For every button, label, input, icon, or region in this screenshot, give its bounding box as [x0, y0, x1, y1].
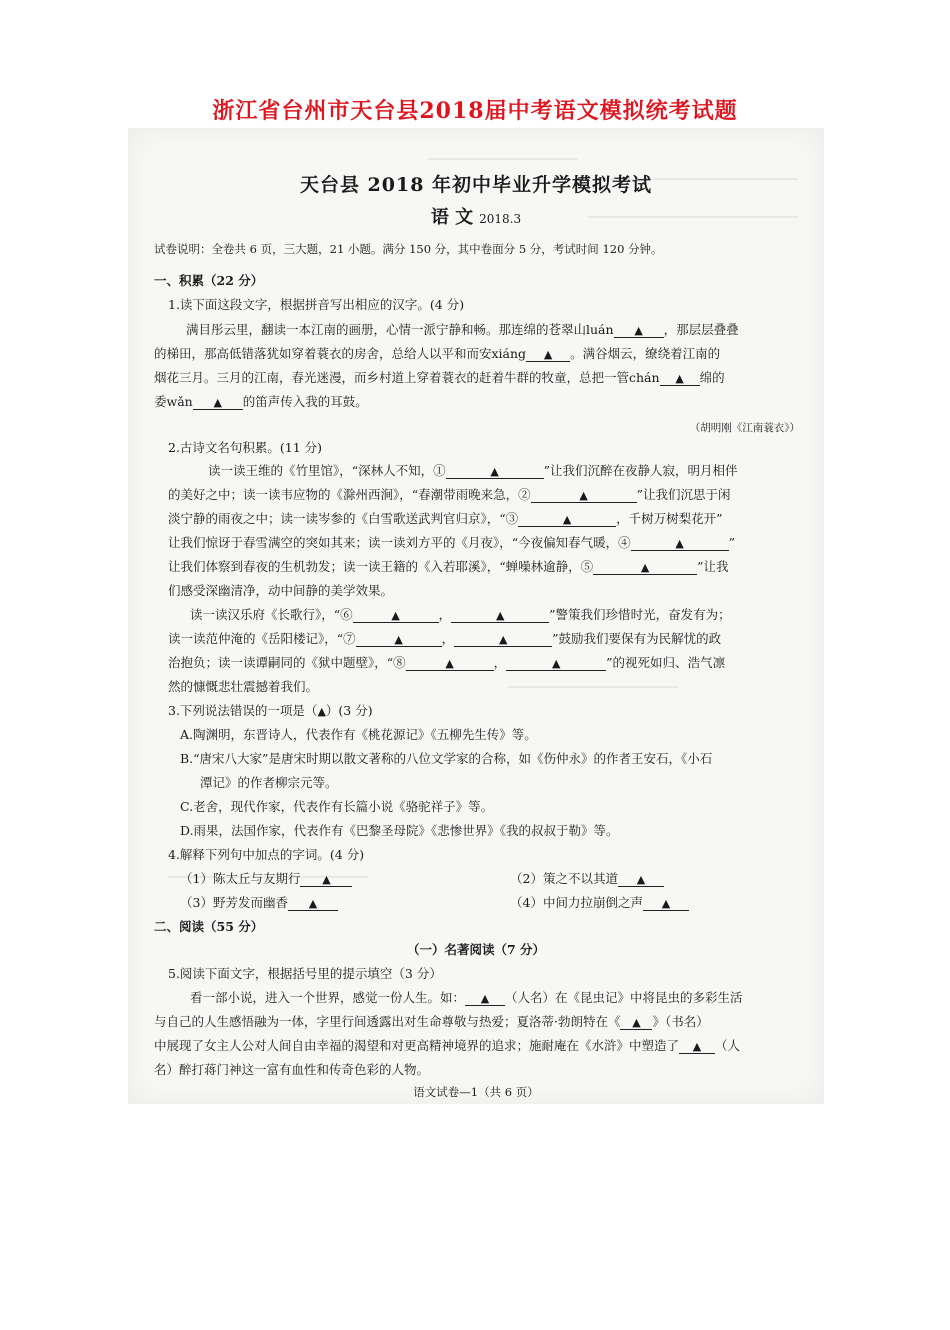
exam-date: 2018.3: [479, 212, 522, 226]
q1-text: ，那层层叠叠: [663, 322, 739, 337]
answer-blank[interactable]: [406, 656, 494, 671]
q4-item: [510, 893, 689, 911]
q2-text: 读一读汉乐府《长歌行》，“⑥: [190, 607, 353, 622]
q1-text: 满目彤云里，翻读一本江南的画册，心情一派宁静和畅。那连绵的苍翠山luán: [186, 322, 614, 337]
q1-text: 。满谷烟云，缭绕着江南的: [570, 346, 721, 361]
triangle-marker: ▲: [692, 1040, 702, 1053]
bleed-through-mark: [428, 158, 578, 160]
q4-item: [180, 869, 352, 887]
triangle-marker: ▲: [213, 396, 222, 409]
q1-text: 绵的: [699, 370, 725, 385]
answer-blank[interactable]: [620, 1015, 652, 1030]
triangle-marker: ▲: [634, 324, 643, 337]
q2-text: ”的视死如归、浩气凛: [606, 655, 726, 670]
q2-text: 然的慷慨悲壮震撼着我们。: [168, 679, 319, 694]
q5-line: [154, 1012, 709, 1030]
answer-blank[interactable]: [593, 560, 697, 575]
document-title: 浙江省台州市天台县2018届中考语文模拟统考试题: [212, 98, 738, 124]
q5-line: [154, 1036, 740, 1054]
bleed-through-mark: [508, 686, 678, 688]
answer-blank[interactable]: [614, 323, 664, 338]
answer-blank[interactable]: [643, 896, 689, 911]
q4-item: [510, 869, 664, 887]
q3-text: ）(3 分): [325, 703, 373, 718]
q2-line: [168, 509, 723, 527]
q1-line: [186, 320, 739, 338]
q5-prompt: 5.阅读下面文字，根据括号里的提示填空（3 分）: [168, 966, 442, 981]
q3-prompt: [168, 701, 373, 719]
q2-text: 的美好之中；读一读韦应物的《滁州西涧》，“春潮带雨晚来急，②: [168, 487, 531, 502]
q2-text: 淡宁静的雨夜之中；读一读岑参的《白雪歌送武判官归京》，“③: [168, 511, 519, 526]
q2-line: [168, 533, 735, 551]
q2-line: [168, 677, 318, 695]
q2-text: 们感受深幽清净，动中间静的美学效果。: [168, 583, 394, 598]
answer-blank[interactable]: [451, 608, 549, 623]
triangle-marker: ▲: [632, 1016, 641, 1029]
answer-blank[interactable]: [356, 632, 442, 647]
q2-text: 让我们惊讶于春雪满空的突如其来；读一读刘方平的《月夜》，“今夜偏知春气暖，④: [168, 535, 631, 550]
q1-text: 的梯田，那高低错落犹如穿着蓑衣的房舍，总给人以平和而安xiáng: [154, 346, 527, 361]
q5-line: [190, 988, 743, 1006]
q2-text: ”: [728, 535, 736, 550]
q1-line: [154, 368, 725, 386]
q5-text: 中展现了女主人公对人间自由幸福的渴望和对更高精神境界的追求；施耐庵在《水浒》中塑造了: [154, 1038, 680, 1053]
triangle-marker: ▲: [394, 633, 403, 646]
answer-blank[interactable]: [446, 464, 544, 479]
triangle-marker: ▲: [675, 372, 684, 385]
triangle-marker: ▲: [308, 897, 318, 910]
q2-text: ”鼓励我们要保有为民解忧的政: [552, 631, 722, 646]
q2-text: 让我们体察到春夜的生机勃发；读一读王籍的《入若耶溪》，“蝉噪林逾静，⑤: [168, 559, 594, 574]
answer-blank[interactable]: [618, 872, 664, 887]
triangle-marker: ▲: [579, 489, 588, 502]
q3-option: C.老舍，现代作家，代表作有长篇小说《骆驼祥子》等。: [180, 799, 494, 814]
triangle-marker: ▲: [661, 897, 671, 910]
q2-line: [168, 557, 729, 575]
triangle-marker: ▲: [562, 513, 572, 526]
q2-text: 读一读王维的《竹里馆》，“深林人不知，①: [208, 463, 446, 478]
triangle-marker: ▲: [640, 561, 650, 574]
exam-title: 天台县 2018 年初中毕业升学模拟考试: [299, 174, 653, 196]
exam-subject: [128, 203, 824, 229]
q2-line: [208, 461, 738, 479]
q1-source: （胡明刚《江南蓑衣》）: [689, 422, 800, 434]
subject-name: 语 文: [430, 207, 474, 228]
q3-option: D.雨果，法国作家，代表作有《巴黎圣母院》《悲惨世界》《我的叔叔于勒》等。: [180, 823, 619, 838]
q1-prompt: 1.读下面这段文字，根据拼音写出相应的汉字。(4 分): [168, 297, 465, 312]
q4-text: （4）中间力拉崩倒之声: [510, 895, 643, 910]
answer-blank[interactable]: [631, 536, 729, 551]
triangle-marker: ▲: [498, 633, 508, 646]
q1-line: [154, 392, 368, 410]
triangle-marker: ▲: [551, 657, 561, 670]
q1-text: 委wǎn: [154, 394, 193, 409]
q5-line: [154, 1060, 429, 1078]
triangle-marker: ▲: [391, 609, 400, 622]
q2-text: ”让我们沉思于闲: [636, 487, 731, 502]
answer-blank[interactable]: [465, 991, 505, 1006]
triangle-marker: ▲: [543, 348, 553, 361]
q2-line: [168, 581, 393, 599]
answer-blank[interactable]: [660, 371, 700, 386]
answer-blank[interactable]: [193, 395, 243, 410]
q5-text: 》（书名）: [652, 1014, 709, 1029]
q2-prompt: 2.古诗文名句积累。(11 分): [168, 440, 323, 455]
q2-line: [168, 485, 731, 503]
q1-line: [154, 344, 720, 362]
answer-blank[interactable]: [506, 656, 606, 671]
q5-text: （人: [715, 1038, 741, 1053]
scanned-exam-page: [128, 128, 824, 1104]
q4-text: （2）策之不以其道: [510, 871, 618, 886]
q5-text: 与自己的人生感悟融为一体，字里行间透露出对生命尊敬与热爱；夏洛蒂·勃朗特在《: [154, 1014, 621, 1029]
triangle-marker: ▲: [445, 657, 454, 670]
section-2-subheading: （一）名著阅读（7 分）: [406, 942, 546, 957]
section-2-heading: 二、阅读（55 分）: [154, 919, 264, 934]
answer-blank[interactable]: [300, 872, 352, 887]
q5-text: 看一部小说，进入一个世界，感觉一份人生。如：: [190, 990, 466, 1005]
q4-text: （1）陈太丘与友期行: [180, 871, 301, 886]
q1-text: 的笛声传入我的耳鼓。: [242, 394, 368, 409]
answer-blank[interactable]: [353, 608, 439, 623]
q5-text: 名）醉打蒋门神这一富有血性和传奇色彩的人物。: [154, 1062, 430, 1077]
triangle-marker: ▲: [322, 873, 331, 886]
q5-text: （人名）在《昆虫记》中将昆虫的多彩生活: [505, 990, 743, 1005]
triangle-marker: ▲: [317, 705, 326, 718]
triangle-marker: ▲: [480, 992, 490, 1005]
triangle-marker: ▲: [636, 873, 646, 886]
section-1-heading: 一、积累（22 分）: [154, 273, 264, 288]
answer-blank[interactable]: [518, 512, 616, 527]
exam-instructions: 试卷说明：全卷共 6 页，三大题，21 小题。满分 150 分，其中卷面分 5 分，考试时间 120 分钟。: [154, 242, 663, 256]
q2-text: ”让我们沉醉在夜静人寂，明月相伴: [543, 463, 738, 478]
q1-text: 烟花三月。三月的江南，春光迷漫，而乡村道上穿着蓑衣的赶着牛群的牧童，总把一管chán: [154, 370, 660, 385]
q2-line: 读一读汉乐府《长歌行》，“⑥ ▲ ， ▲ ”警策我们珍惜时光，奋发有为；: [190, 607, 731, 622]
q4-text: （3）野芳发而幽香: [180, 895, 288, 910]
answer-blank[interactable]: [454, 632, 552, 647]
page-footer: 语文试卷—1（共 6 页）: [413, 1085, 539, 1099]
q2-text: ”让我: [697, 559, 729, 574]
q3-option: 潭记》的作者柳宗元等。: [200, 775, 338, 790]
q2-text: ”警策我们珍惜时光，奋发有为；: [549, 607, 731, 622]
q3-option: B.“唐宋八大家”是唐宋时期以散文著称的八位文学家的合称，如《伤仲永》的作者王安石，《小石: [180, 751, 713, 766]
triangle-marker: ▲: [490, 465, 499, 478]
q2-text: 读一读范仲淹的《岳阳楼记》，“⑦: [168, 631, 356, 646]
triangle-marker: ▲: [675, 537, 684, 550]
answer-blank[interactable]: [526, 347, 570, 362]
q4-item: [180, 893, 338, 911]
answer-blank[interactable]: [288, 896, 338, 911]
answer-blank[interactable]: [679, 1039, 715, 1054]
q2-line: 读一读范仲淹的《岳阳楼记》，“⑦ ▲ ， ▲ ”鼓励我们要保有为民解忧的政: [168, 631, 722, 646]
q3-option: A.陶渊明，东晋诗人，代表作有《桃花源记》《五柳先生传》等。: [180, 727, 537, 742]
q2-text: 治抱负；读一读谭嗣同的《狱中题壁》，“⑧: [168, 655, 406, 670]
q2-line: 治抱负；读一读谭嗣同的《狱中题壁》，“⑧ ▲ ， ▲ ”的视死如归、浩气凛: [168, 655, 726, 670]
q3-text: 3.下列说法错误的一项是（: [168, 703, 318, 718]
answer-blank[interactable]: [531, 488, 637, 503]
q2-text: ，千树万树梨花开”: [616, 511, 723, 526]
q4-prompt: 4.解释下列句中加点的字词。(4 分): [168, 847, 365, 862]
triangle-marker: ▲: [495, 609, 505, 622]
